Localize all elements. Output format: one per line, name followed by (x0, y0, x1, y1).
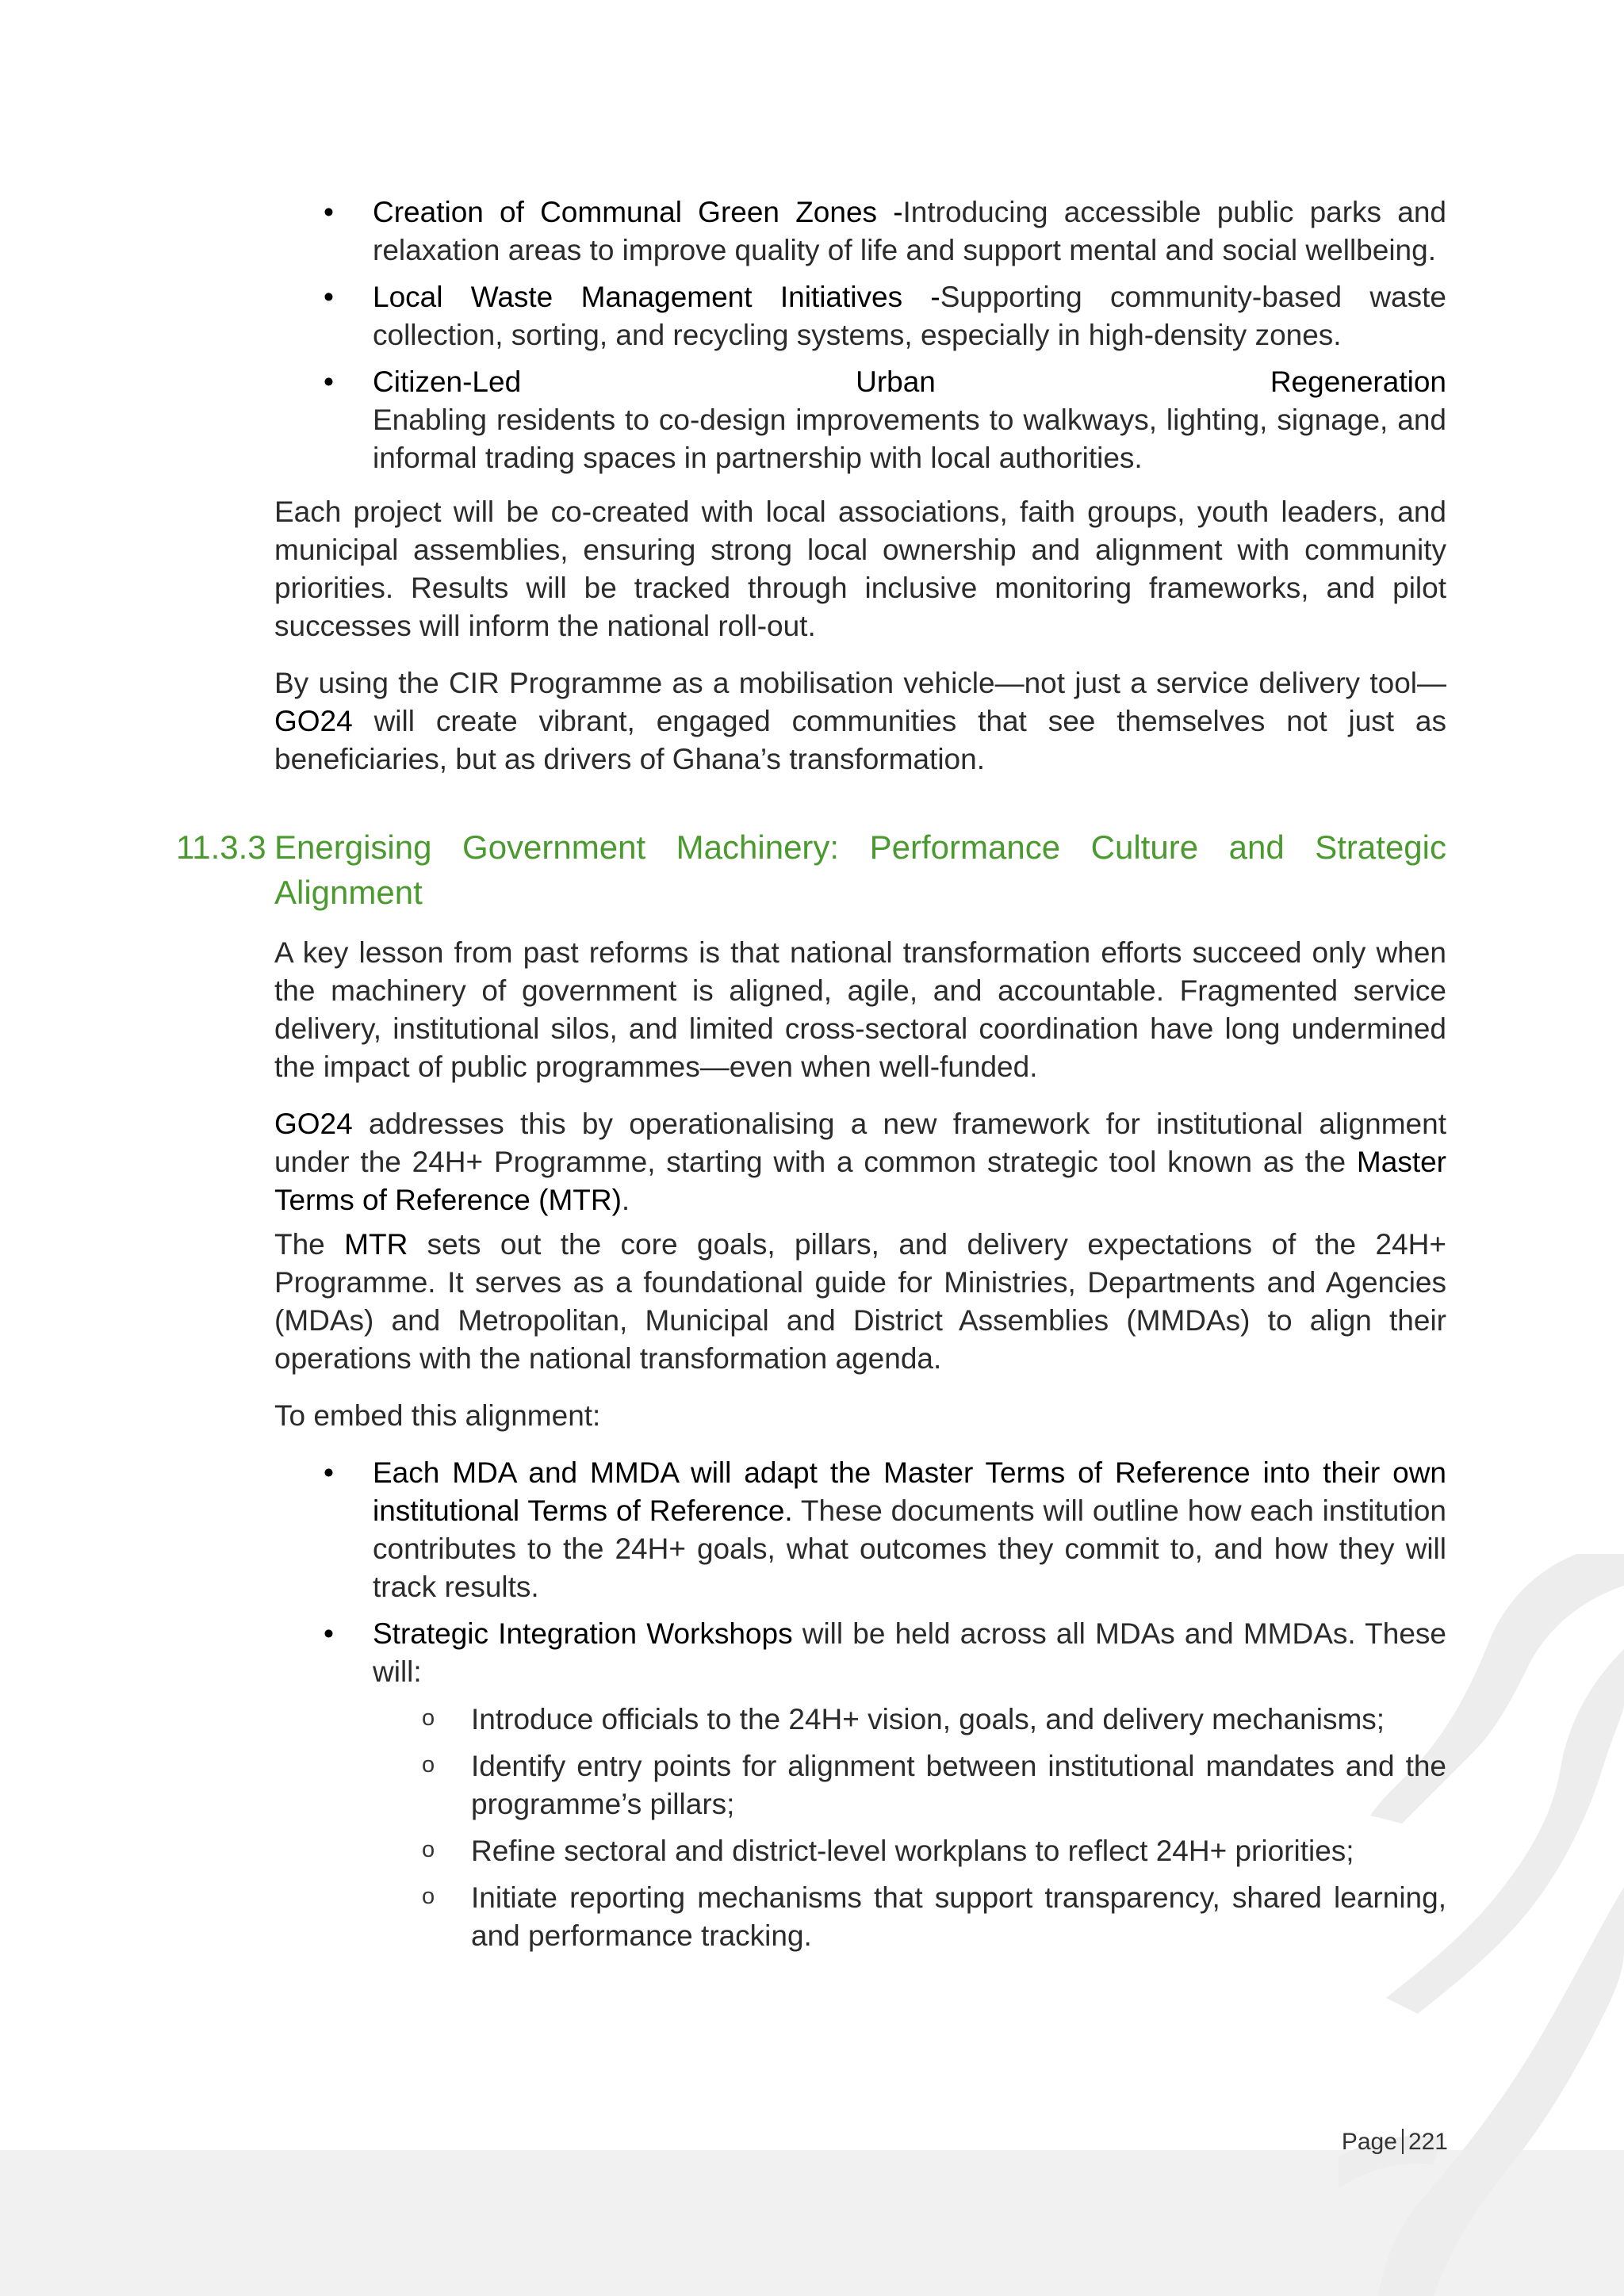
bullet-title-word: Urban (856, 365, 936, 398)
sub-list-item: o Identify entry points for alignment between institutional mandates and the programme’s pillars; (471, 1747, 1446, 1823)
paragraph-embed-alignment: To embed this alignment: (274, 1399, 601, 1432)
bullet-text: Supporting community-based waste collection, sorting, and recycling systems, especially in high-density zones. (373, 281, 1446, 351)
bullet-text: will be held across all MDAs and MMDAs. These will: (373, 1617, 1446, 1688)
bullet-item-waste-management (373, 278, 1446, 354)
page-number-value: 221 (1408, 2129, 1448, 2155)
go24-term: GO24 (274, 705, 353, 737)
bullet-item-workshops (373, 1615, 1446, 1955)
bullet-title-line (373, 363, 1446, 401)
section-title: Energising Government Machinery: Performance Culture and Strategic Alignment (274, 828, 1446, 911)
paragraph-key-lesson: A key lesson from past reforms is that national transformation efforts succeed only when the machinery of government is aligned, agile, and accountable. Fragmented service delivery, institutional silos, and limited cross-sectoral coordination have long undermined the impact of public programmes—even when well-funded. (274, 936, 1446, 1083)
paragraph-text: . (621, 1184, 630, 1216)
bullet-text: Enabling residents to co-design improvements to walkways, lighting, signage, and informal trading spaces in partnership with local authorities. (373, 404, 1446, 474)
document-body (176, 193, 1446, 1971)
bullet-title-word: Regeneration (1270, 365, 1446, 398)
mtr-term: Master Terms of Reference (MTR) (274, 1146, 1446, 1216)
paragraph-text: addresses this by operationalising a new framework for institutional alignment under the 24H+ Programme, starting with a common strategic tool known as the (274, 1108, 1446, 1178)
paragraph-mtr (274, 1226, 1446, 1378)
paragraph-text: sets out the core goals, pillars, and delivery expectations of the 24H+ Programme. It serves as a foundational guide for Ministries, Departments and Agencies (MDAs) and Metropolitan, Municipal and District Assemblies (MMDAs) to align their operations with the national transformation agenda. (274, 1228, 1446, 1375)
go24-term: GO24 (274, 1108, 353, 1140)
bullet-list-alignment-steps (274, 1454, 1446, 1955)
paragraph-text: will create vibrant, engaged communities that see themselves not just as beneficiaries, but as drivers of Ghana’s transformation. (274, 705, 1446, 775)
paragraph-co-creation: Each project will be co-created with local associations, faith groups, youth leaders, and municipal assemblies, ensuring strong local ownership and alignment with community priorities. Results will be tracked through inclusive monitoring frameworks, and pilot successes will inform the national roll-out. (274, 496, 1446, 642)
sub-list-item: o Refine sectoral and district-level workplans to reflect 24H+ priorities; (471, 1832, 1446, 1870)
bullet-text: These documents will outline how each institution contributes to the 24H+ goals, what outcomes they commit to, and how they will track results. (373, 1494, 1446, 1603)
bullet-title: Each MDA and MMDA will adapt the Master Terms of Reference into their own institutional Terms of Reference. (373, 1456, 1446, 1527)
mtr-term: MTR (344, 1228, 408, 1261)
sub-list-item: o Initiate reporting mechanisms that support transparency, shared learning, and performance tracking. (471, 1879, 1446, 1955)
page-separator (1402, 2129, 1404, 2154)
bullet-title: Creation of Communal Green Zones - (373, 196, 903, 228)
bullet-title-word: • Citizen-Led (373, 365, 522, 398)
sub-list-item: o Introduce officials to the 24H+ vision, goals, and delivery mechanisms; (471, 1701, 1446, 1739)
bullet-item-adapt-mtr (373, 1454, 1446, 1606)
bullet-title: Strategic Integration Workshops (373, 1617, 793, 1650)
page-number (1342, 2127, 1448, 2157)
bullet-list-initiatives (274, 193, 1446, 477)
bullet-item-green-zones (373, 193, 1446, 270)
bullet-title: Local Waste Management Initiatives - (373, 281, 940, 313)
section-number: 11.3.3 (176, 828, 266, 866)
section-heading (176, 825, 1446, 915)
sub-list-workshop-goals (373, 1701, 1446, 1955)
page-label: Page (1341, 2129, 1397, 2155)
paragraph-text: The (274, 1228, 345, 1261)
paragraph-text: By using the CIR Programme as a mobilisation vehicle—not just a service delivery tool— (274, 667, 1446, 699)
bullet-item-urban-regeneration (373, 363, 1446, 477)
bullet-text: Introducing accessible public parks and relaxation areas to improve quality of life and support mental and social wellbeing. (373, 196, 1446, 266)
paragraph-cir-programme (274, 664, 1446, 779)
paragraph-go24-framework (274, 1105, 1446, 1219)
